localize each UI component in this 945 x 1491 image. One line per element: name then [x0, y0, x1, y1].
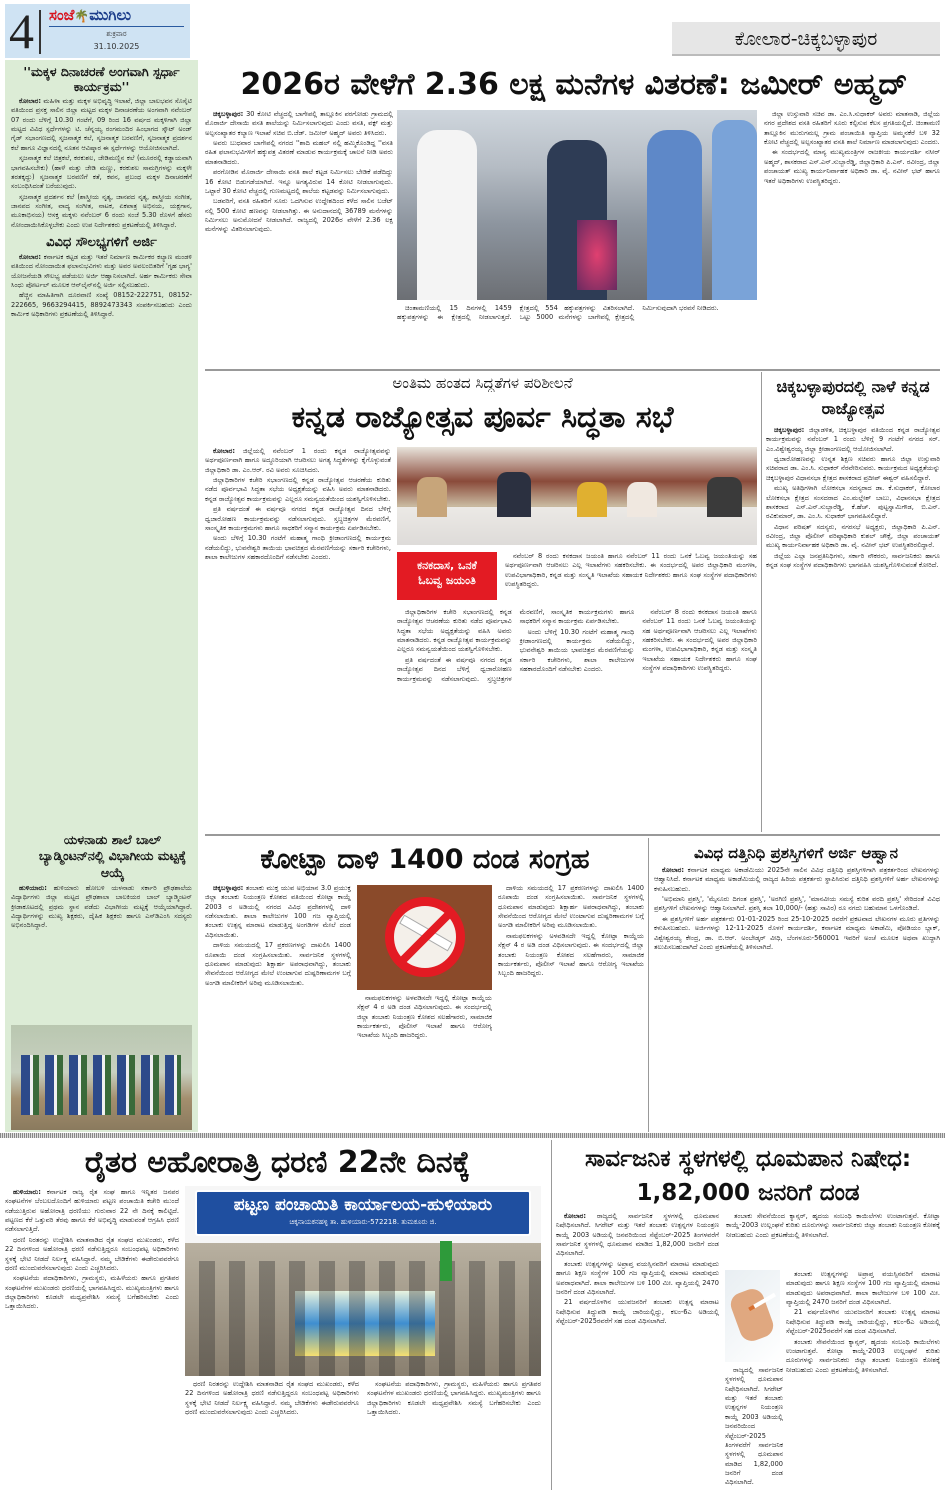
divider: [551, 1140, 552, 1490]
masthead: [5, 4, 190, 58]
paragraph: ತಂಬಾಕು ಉತ್ಪನ್ನಗಳನ್ನು ಅಪ್ರಾಪ್ತ ವಯಸ್ಸಿನವರಿಗೆ ಮಾರಾಟ ಮಾಡುವುದು ಹಾಗೂ ಶಿಕ್ಷಣ ಸಂಸ್ಥೆಗಳ 100 ಗಜ ವ್ಯಾಪ್ತಿಯಲ್ಲಿ ಮಾರಾಟ ಮಾಡುವುದು ಅಪರಾಧವಾಗಿದೆ. ಶಾಲಾ ಕಾಲೇಜುಗಳ ಬಳಿ 100 ಮೀ. ವ್ಯಾಪ್ತಿಯಲ್ಲಿ 2470 ಜನರಿಗೆ ದಂಡ ವಿಧಿಸಲಾಗಿದೆ.: [786, 1270, 940, 1307]
person-figure: [417, 130, 477, 300]
rajyotsava-article-bottom: [397, 608, 757, 828]
farmers-article-bottom: [185, 1380, 541, 1488]
endowment-article: [654, 866, 940, 1130]
palm-icon: 🌴: [74, 9, 90, 23]
paragraph: ತಂಬಾಕು ಮುಕ್ತ ಯುವ ಅಭಿಯಾನ 3.0 ಪ್ರಯುಕ್ತ ಜಿಲ್ಲಾ ತಂಬಾಕು ನಿಯಂತ್ರಣ ಕೋಶದ ವತಿಯಿಂದ ಕೋಟ್ಪಾ ಕಾಯ್ದೆ 2003 ರ ಅಡಿಯಲ್ಲಿ ನಗರದ ವಿವಿಧ ಪ್ರದೇಶಗಳಲ್ಲಿ ದಾಳಿ ನಡೆಸಲಾಯಿತು. ಶಾಲಾ ಕಾಲೇಜುಗಳ 100 ಗಜ ವ್ಯಾಪ್ತಿಯಲ್ಲಿ ತಂಬಾಕು ಉತ್ಪನ್ನ ಮಾರಾಟ ಮಾಡುತ್ತಿದ್ದ ಅಂಗಡಿಗಳ ಮೇಲೆ ದಂಡ ವಿಧಿಸಲಾಯಿತು.: [205, 884, 351, 939]
person-figure: [712, 120, 757, 300]
dateline: ಹುಳಿಯಾರು:: [13, 1188, 41, 1196]
sidebar-article: [11, 884, 192, 1020]
person-figure: [627, 482, 657, 517]
divider: [205, 369, 940, 371]
lead-headline: 2026ರ ವೇಳೆಗೆ 2.36 ಲಕ್ಷ ಮನೆಗಳ ವಿತರಣೆ: ಜಮೀರ್ ಅಹ್ಮದ್: [240, 67, 908, 102]
paragraph: ಅಂದು ಬೆಳಿಗ್ಗೆ 10.30 ಗಂಟೆಗೆ ಮಹಾತ್ಮ ಗಾಂಧಿ ಕ್ರೀಡಾಂಗಣದಲ್ಲಿ ಕಾರ್ಯಕ್ರಮ ನಡೆಯಲಿದ್ದು, ಭುವನೇಶ್ವರಿ ತಾಯಿಯ ಭಾವಚಿತ್ರದ ಮೆರವಣಿಗೆಯನ್ನು ಸರ್ಕಾರಿ ಕಚೇರಿಗಳು, ಶಾಲಾ ಕಾಲೇಜುಗಳ ಸಹಕಾರದೊಂದಿಗೆ ನಡೆಸಬೇಕು ಎಂದರು.: [205, 534, 391, 561]
paragraph: ಅವರು ಬುಧವಾರ ಬಾಗೇಪಲ್ಲಿ ನಗರದ ''ಶಾದಿ ಮಹಲ್ ನಲ್ಲಿ ಹಮ್ಮಿಕೊಂಡಿದ್ದ ''ವಸತಿ ರಹಿತ ಫಲಾನುಭವಿಗಳಿಗೆ ಹಕ್ಕುಪತ್ರ ವಿತರಣೆ ಮಾಡುವ ಕಾರ್ಯಕ್ರಮಕ್ಕೆ ಚಾಲನೆ ನೀಡಿ ಅವರು ಮಾತನಾಡಿದರು.: [205, 139, 393, 166]
page-number: 4: [9, 3, 34, 59]
paragraph: ಕರ್ನಾಟಕ ಕಟ್ಟಡ ಮತ್ತು ಇತರೆ ನಿರ್ಮಾಣ ಕಾರ್ಮಿಕರ ಕಲ್ಯಾಣ ಮಂಡಳಿ ವತಿಯಿಂದ ನೋಂದಾಯಿತ ಫಲಾನುಭವಿಗಳು ಮತ್ತು ಅವರ ಅವಲಂಬಿತರಿಗೆ 'ಗೃಹ ಭಾಗ್ಯ' ಯೋಜನೆಯಡಿ ಸೌಲಭ್ಯ ಪಡೆಯಲು ಅರ್ಜಿ ಆಹ್ವಾನಿಸಲಾಗಿದೆ. ಅರ್ಹ ಕಾರ್ಮಿಕರು ಸೇವಾ ಸಿಂಧು ಪೋರ್ಟಲ್ ಮೂಲಕ ಆನ್‌ಲೈನ್‌ನಲ್ಲಿ ಅರ್ಜಿ ಸಲ್ಲಿಸಬಹುದು.: [11, 253, 192, 290]
paragraph: ಮುಖ್ಯ ಅತಿಥಿಗಳಾಗಿ ಲೋಕಸಭಾ ಸದಸ್ಯರಾದ ಡಾ. ಕೆ.ಸುಧಾಕರ್, ಕೋಲಾರ ಲೋಕಸಭಾ ಕ್ಷೇತ್ರದ ಸಂಸದರಾದ ಎಂ.ಮಲ್ಲೇಶ್ ಬಾಬು, ವಿಧಾನಸಭಾ ಕ್ಷೇತ್ರದ ಶಾಸಕರಾದ ಎಸ್.ಎನ್.ಸುಬ್ಬಾರೆಡ್ಡಿ, ಕೆ.ಹೆಚ್. ಪುಟ್ಟಸ್ವಾಮಿಗೌಡ, ಬಿ.ಎನ್. ರವಿಕುಮಾರ್, ಡಾ. ಎಂ.ಸಿ. ಸುಧಾಕರ್ ಭಾಗವಹಿಸಲಿದ್ದಾರೆ.: [766, 484, 940, 521]
dateline: ಕೋಲಾರ:: [662, 866, 685, 874]
person-figure: [417, 477, 447, 517]
paragraph: ಜಿಲ್ಲಾಧಿಕಾರಿಗಳ ಕಚೇರಿ ಸಭಾಂಗಣದಲ್ಲಿ ಕನ್ನಡ ರಾಜ್ಯೋತ್ಸವ ಆಚರಣೆಯ ಕುರಿತು ನಡೆದ ಪೂರ್ವಭಾವಿ ಸಿದ್ಧತಾ ಸಭೆಯ ಅಧ್ಯಕ್ಷತೆಯನ್ನು ವಹಿಸಿ ಅವರು ಮಾತನಾಡಿದರು. ಕನ್ನಡ ರಾಜ್ಯೋತ್ಸವ ಕಾರ್ಯಕ್ರಮವನ್ನು ಎಲ್ಲರೂ ಸಮನ್ವಯತೆಯಿಂದ ಯಶಸ್ವಿಗೊಳಿಸಬೇಕು.: [397, 608, 512, 654]
paragraph: ಜಿಲ್ಲಾಧಿಕಾರಿಗಳ ಕಚೇರಿ ಸಭಾಂಗಣದಲ್ಲಿ ಕನ್ನಡ ರಾಜ್ಯೋತ್ಸವ ಆಚರಣೆಯ ಕುರಿತು ನಡೆದ ಪೂರ್ವಭಾವಿ ಸಿದ್ಧತಾ ಸಭೆಯ ಅಧ್ಯಕ್ಷತೆಯನ್ನು ವಹಿಸಿ ಅವರು ಮಾತನಾಡಿದರು. ಕನ್ನಡ ರಾಜ್ಯೋತ್ಸವ ಕಾರ್ಯಕ್ರಮವನ್ನು ಎಲ್ಲರೂ ಸಮನ್ವಯತೆಯಿಂದ ಯಶಸ್ವಿಗೊಳಿಸಬೇಕು.: [205, 476, 391, 503]
chikkaballapur-headline: ಚಿಕ್ಕಬಳ್ಳಾಪುರದಲ್ಲಿ ನಾಳೆ ಕನ್ನಡ ರಾಜ್ಯೋತ್ಸವ: [776, 377, 930, 418]
no-smoking-image: [357, 885, 492, 990]
lead-article-right: [764, 110, 940, 366]
paragraph: ರಾಜ್ಯದಲ್ಲಿ ಸಾರ್ವಜನಿಕ ಸ್ಥಳಗಳಲ್ಲಿ ಧೂಮಪಾನ ನಿಷೇಧಿಸಲಾಗಿದೆ. ಸಿಗರೇಟ್ ಮತ್ತು ಇತರೆ ತಂಬಾಕು ಉತ್ಪನ್ನಗಳ ನಿಯಂತ್ರಣ ಕಾಯ್ದೆ 2003 ಅಡಿಯಲ್ಲಿ ಜನವರಿಯಿಂದ ಸೆಪ್ಟೆಂಬರ್-2025 ತಿಂಗಳವರೆಗೆ ಸಾರ್ವಜನಿಕ ಸ್ಥಳಗಳಲ್ಲಿ ಧೂಮಪಾನ ಮಾಡಿದ 1,82,000 ಜನರಿಗೆ ದಂಡ ವಿಧಿಸಲಾಗಿದೆ.: [725, 1366, 783, 1487]
smoking-headline: ಸಾರ್ವಜನಿಕ ಸ್ಥಳಗಳಲ್ಲಿ ಧೂಮಪಾನ ನಿಷೇಧ: 1,82,000 ಜನರಿಗೆ ದಂಡ: [584, 1146, 912, 1206]
person-figure: [707, 477, 742, 517]
kotpa-article-left: [205, 884, 351, 1129]
dateline: ಹುಳಿಯಾರು:: [19, 884, 47, 892]
paragraph: ತಂಬಾಕು ಉತ್ಪನ್ನಗಳನ್ನು ಅಪ್ರಾಪ್ತ ವಯಸ್ಸಿನವರಿಗೆ ಮಾರಾಟ ಮಾಡುವುದು ಹಾಗೂ ಶಿಕ್ಷಣ ಸಂಸ್ಥೆಗಳ 100 ಗಜ ವ್ಯಾಪ್ತಿಯಲ್ಲಿ ಮಾರಾಟ ಮಾಡುವುದು ಅಪರಾಧವಾಗಿದೆ. ಶಾಲಾ ಕಾಲೇಜುಗಳ ಬಳಿ 100 ಮೀ. ವ್ಯಾಪ್ತಿಯಲ್ಲಿ 2470 ಜನರಿಗೆ ದಂಡ ವಿಧಿಸಲಾಗಿದೆ.: [556, 1259, 719, 1296]
dateline: ಕೋಲಾರ:: [213, 447, 236, 455]
issue-date: 31.10.2025: [93, 42, 140, 51]
divider: [49, 26, 184, 27]
person-figure: [647, 130, 702, 300]
issue-day: ಶುಕ್ರವಾರ: [106, 30, 127, 38]
rajyotsava-kicker: ಅಂತಿಮ ಹಂತದ ಸಿದ್ಧತೆಗಳ ಪರಿಶೀಲನೆ: [392, 374, 573, 392]
paragraph: ತಂಬಾಕು ಸೇವನೆಯಿಂದ ಕ್ಯಾನ್ಸರ್, ಹೃದಯ ಸಂಬಂಧಿ ಕಾಯಿಲೆಗಳು ಉಂಟಾಗುತ್ತವೆ. ಕೋಟ್ಪಾ ಕಾಯ್ದೆ-2003 ಉಲ್ಲಂಘನೆ ಕುರಿತು ದೂರುಗಳನ್ನು ಸಾರ್ವಜನಿಕರು ಜಿಲ್ಲಾ ತಂಬಾಕು ನಿಯಂತ್ರಣ ಕೋಶಕ್ಕೆ ನೀಡಬಹುದು ಎಂದು ಪ್ರಕಟಣೆಯಲ್ಲಿ ತಿಳಿಸಲಾಗಿದೆ.: [786, 1337, 940, 1374]
person-figure: [577, 482, 607, 517]
sidebar-headline: ವಿವಿಧ ಸೌಲಭ್ಯಗಳಿಗೆ ಅರ್ಜಿ: [46, 235, 157, 251]
paragraph: ಧ್ವಜಾರೋಹಣವನ್ನು ಉನ್ನತ ಶಿಕ್ಷಣ ಸಚಿವರು ಹಾಗೂ ಜಿಲ್ಲಾ ಉಸ್ತುವಾರಿ ಸಚಿವರಾದ ಡಾ. ಎಂ.ಸಿ. ಸುಧಾಕರ್ ನೆರವೇರಿಸುವರು. ಕಾರ್ಯಕ್ರಮದ ಅಧ್ಯಕ್ಷತೆಯನ್ನು ಚಿಕ್ಕಬಳ್ಳಾಪುರ ವಿಧಾನಸಭಾ ಕ್ಷೇತ್ರದ ಶಾಸಕರಾದ ಪ್ರದೀಪ್ ಈಶ್ವರ್ ವಹಿಸಲಿದ್ದಾರೆ.: [766, 455, 940, 482]
smoking-article-left: [556, 1212, 719, 1488]
paragraph: ಸಂಘಟನೆಯ ಪದಾಧಿಕಾರಿಗಳು, ಗ್ರಾಮಸ್ಥರು, ಮಹಿಳೆಯರು ಹಾಗೂ ಪ್ರಗತಿಪರ ಸಂಘಟನೆಗಳ ಮುಖಂಡರು ಧರಣಿಯಲ್ಲಿ ಭಾಗವಹಿಸಿದ್ದರು. ಮುಖ್ಯಮಂತ್ರಿಗಳು ಹಾಗೂ ಜಿಲ್ಲಾಧಿಕಾರಿಗಳು ಕೂಡಲೇ ಮಧ್ಯಪ್ರವೇಶಿಸಿ ಸಮಸ್ಯೆ ಬಗೆಹರಿಸಬೇಕು ಎಂದು ಒತ್ತಾಯಿಸಿದರು.: [367, 1380, 541, 1417]
paragraph: ನವೆಂಬರ್ 8 ರಂದು ಕನಕದಾಸ ಜಯಂತಿ ಹಾಗೂ ನವೆಂಬರ್ 11 ರಂದು ಒನಕೆ ಓಬವ್ವ ಜಯಂತಿಯನ್ನು ಸಹ ಅರ್ಥಪೂರ್ಣವಾಗಿ ಆಚರಿಸಲು ಎಲ್ಲ ಇಲಾಖೆಗಳು ಸಹಕರಿಸಬೇಕು. ಈ ಸಂದರ್ಭದಲ್ಲಿ ಅಪರ ಜಿಲ್ಲಾಧಿಕಾರಿ ಮಂಗಳಾ, ಉಪವಿಭಾಗಾಧಿಕಾರಿ, ಕನ್ನಡ ಮತ್ತು ಸಂಸ್ಕೃತಿ ಇಲಾಖೆಯ ಸಹಾಯಕ ನಿರ್ದೇಶಕರು ಹಾಗೂ ಸಂಘ ಸಂಸ್ಥೆಗಳ ಪದಾಧಿಕಾರಿಗಳು ಉಪಸ್ಥಿತರಿದ್ದರು.: [642, 608, 757, 673]
office-signboard: [195, 1190, 531, 1236]
divider: [39, 10, 41, 54]
paragraph: 'ಅಭಿಮಾನಿ ಪ್ರಶಸ್ತಿ', 'ಮೈಸೂರು ದಿಗಂತ ಪ್ರಶಸ್ತಿ', 'ಅರಗಿಣಿ ಪ್ರಶಸ್ತಿ', 'ಮಾನವೀಯ ಸಮಸ್ಯೆ ಕುರಿತ ವರದಿ ಪ್ರಶಸ್ತಿ' ಸೇರಿದಂತೆ ವಿವಿಧ ಪ್ರಶಸ್ತಿಗಳಿಗೆ ಲೇಖನಗಳನ್ನು ಆಹ್ವಾನಿಸಲಾಗಿದೆ. ಪ್ರಶಸ್ತಿ ತಲಾ 10,000/- (ಹತ್ತು ಸಾವಿರ) ರೂ ನಗದು ಬಹುಮಾನ ಒಳಗೊಂಡಿದೆ.: [654, 895, 940, 913]
students-figures: [21, 1055, 181, 1115]
paragraph: ತಂಬಾಕು ಸೇವನೆಯಿಂದ ಕ್ಯಾನ್ಸರ್, ಹೃದಯ ಸಂಬಂಧಿ ಕಾಯಿಲೆಗಳು ಉಂಟಾಗುತ್ತವೆ. ಕೋಟ್ಪಾ ಕಾಯ್ದೆ-2003 ಉಲ್ಲಂಘನೆ ಕುರಿತು ದೂರುಗಳನ್ನು ಸಾರ್ವಜನಿಕರು ಜಿಲ್ಲಾ ತಂಬಾಕು ನಿಯಂತ್ರಣ ಕೋಶಕ್ಕೆ ನೀಡಬಹುದು ಎಂದು ಪ್ರಕಟಣೆಯಲ್ಲಿ ತಿಳಿಸಲಾಗಿದೆ.: [726, 1212, 940, 1239]
paragraph: ಅಂದು ಬೆಳಿಗ್ಗೆ 10.30 ಗಂಟೆಗೆ ಮಹಾತ್ಮ ಗಾಂಧಿ ಕ್ರೀಡಾಂಗಣದಲ್ಲಿ ಕಾರ್ಯಕ್ರಮ ನಡೆಯಲಿದ್ದು, ಭುವನೇಶ್ವರಿ ತಾಯಿಯ ಭಾವಚಿತ್ರದ ಮೆರವಣಿಗೆಯನ್ನು ಸರ್ಕಾರಿ ಕಚೇರಿಗಳು, ಶಾಲಾ ಕಾಲೇಜುಗಳ ಸಹಕಾರದೊಂದಿಗೆ ನಡೆಸಬೇಕು ಎಂದರು.: [519, 627, 635, 674]
dateline: ಕೋಲಾರ:: [564, 1212, 587, 1220]
smoking-article-bottom: [725, 1366, 783, 1488]
dateline: ಚಿಕ್ಕಬಳ್ಳಾಪುರ:: [774, 426, 805, 434]
paragraph: ಧರಣಿ ನಿರತರನ್ನು ಉದ್ದೇಶಿಸಿ ಮಾತನಾಡಿದ ರೈತ ಸಂಘದ ಮುಖಂಡರು, ಕಳೆದ 22 ದಿನಗಳಿಂದ ಅಹೋರಾತ್ರಿ ಧರಣಿ ನಡೆಸುತ್ತಿದ್ದರೂ ಸಂಬಂಧಪಟ್ಟ ಅಧಿಕಾರಿಗಳು ಸ್ಥಳಕ್ಕೆ ಭೇಟಿ ನೀಡದೆ ನಿರ್ಲಕ್ಷ್ಯ ವಹಿಸಿದ್ದಾರೆ. ನಮ್ಮ ಬೇಡಿಕೆಗಳು ಈಡೇರುವವರೆಗೂ ಧರಣಿ ಮುಂದುವರೆಸಲಾಗುವುದು ಎಂದು ಎಚ್ಚರಿಸಿದರು.: [5, 1235, 179, 1272]
smoking-article-right: [786, 1270, 940, 1488]
paragraph: 21 ವರ್ಷದೊಳಗಿನ ಯುವಜನರಿಗೆ ತಂಬಾಕು ಉತ್ಪನ್ನ ಮಾರಾಟ ನಿಷೇಧಿಸುವ ತಿದ್ದುಪಡಿ ಕಾಯ್ದೆ ಜಾರಿಯಲ್ಲಿದ್ದು, ಕಲಂ-6ಎ ಅಡಿಯಲ್ಲಿ ಸೆಪ್ಟೆಂಬರ್-2025ರವರೆಗೆ ಸಹ ದಂಡ ವಿಧಿಸಲಾಗಿದೆ.: [556, 1298, 719, 1325]
paragraph: ಚಿಂತಾಮಣಿಯಲ್ಲಿ 15 ದಿನಗಳಲ್ಲಿ 1459 ಹಕ್ಕುಪತ್ರಗಳನ್ನು ಈ ಕ್ಷೇತ್ರದಲ್ಲಿ ನೀಡಲಾಗುತ್ತದೆ. ಕ್ಷೇತ್ರದಲ್ಲಿ 554 ಹಕ್ಕುಪತ್ರಗಳನ್ನು ವಿತರಿಸಲಾಗಿದೆ. ಒಟ್ಟು 5000 ಮನೆಗಳನ್ನು ಬಾಗೇಪಲ್ಲಿ ಕ್ಷೇತ್ರದಲ್ಲಿ ನಿರ್ಮಿಸುವುದಾಗಿ ಭರವಸೆ ನೀಡಿದರು.: [397, 304, 719, 322]
paragraph: ನವೆಂಬರ್ 8 ರಂದು ಕನಕದಾಸ ಜಯಂತಿ ಹಾಗೂ ನವೆಂಬರ್ 11 ರಂದು ಒನಕೆ ಓಬವ್ವ ಜಯಂತಿಯನ್ನು ಸಹ ಅರ್ಥಪೂರ್ಣವಾಗಿ ಆಚರಿಸಲು ಎಲ್ಲ ಇಲಾಖೆಗಳು ಸಹಕರಿಸಬೇಕು. ಈ ಸಂದರ್ಭದಲ್ಲಿ ಅಪರ ಜಿಲ್ಲಾಧಿಕಾರಿ ಮಂಗಳಾ, ಉಪವಿಭಾಗಾಧಿಕಾರಿ, ಕನ್ನಡ ಮತ್ತು ಸಂಸ್ಕೃತಿ ಇಲಾಖೆಯ ಸಹಾಯಕ ನಿರ್ದೇಶಕರು ಹಾಗೂ ಸಂಘ ಸಂಸ್ಥೆಗಳ ಪದಾಧಿಕಾರಿಗಳು ಉಪಸ್ಥಿತರಿದ್ದರು.: [505, 552, 757, 589]
logo-left: ಸಂಜೆ: [49, 6, 75, 24]
paragraph: ಸೃಜನಾತ್ಮಕ ಪ್ರದರ್ಶನ ಕಲೆ (ಶಾಸ್ತ್ರೀಯ ನೃತ್ಯ, ಜಾನಪದ ನೃತ್ಯ, ಶಾಸ್ತ್ರೀಯ ಸಂಗೀತ, ಜಾನಪದ ಸಂಗೀತ, ವಾದ್ಯ ಸಂಗೀತ, ನಾಟಕ, ಏಕಪಾತ್ರ ಅಭಿನಯ, ಯಕ್ಷಗಾನ, ಮೂಕಾಭಿನಯ) ಆಸಕ್ತ ಮಕ್ಕಳು ನವೆಂಬರ್ 6 ರಂದು ಸಂಜೆ 5.30 ರೊಳಗೆ ಹೆಸರು ನೋಂದಾಯಿಸಿಕೊಳ್ಳಬೇಕು ಎಂದು ಉಪ ನಿರ್ದೇಶಕರು ಪ್ರಕಟಣೆಯಲ್ಲಿ ತಿಳಿಸಿದ್ದಾರೆ.: [11, 192, 192, 229]
sidebar-headline: ''ಮಕ್ಕಳ ದಿನಾಚರಣೆ ಅಂಗವಾಗಿ ಸ್ಪರ್ಧಾ ಕಾರ್ಯಕ್ರಮ'': [23, 64, 180, 94]
dateline: ಕೋಲಾರ:: [19, 97, 42, 105]
paragraph: ಈ ಪ್ರಶಸ್ತಿಗಳಿಗೆ ಅರ್ಹ ಪತ್ರಕರ್ತರು 01-01-2025 ರಿಂದ 25-10-2025 ರವರೆಗೆ ಪ್ರಕಟವಾದ ಲೇಖನಗಳ ಮೂರು ಪ್ರತಿಗಳನ್ನು ಕಳುಹಿಸಬಹುದು. ಅರ್ಜಿಗಳನ್ನು 12-11-2025 ರೊಳಗೆ ಕಾರ್ಯದರ್ಶಿ, ಕರ್ನಾಟಕ ಮಾಧ್ಯಮ ಅಕಾಡೆಮಿ, ಪೋಡಿಯಂ ಬ್ಲಾಕ್, ವಿಶ್ವೇಶ್ವರಯ್ಯ ಕೇಂದ್ರ, ಡಾ. ಬಿ.ಆರ್. ಅಂಬೇಡ್ಕರ್ ವೀಧಿ, ಬೆಂಗಳೂರು-560001 ಇವರಿಗೆ ಅಂಚೆ ಮೂಲಕ ಅಥವಾ ಖುದ್ದಾಗಿ ತಲುಪಿಸಬಹುದಾಗಿದೆ ಎಂದು ಪ್ರಕಟಣೆಯಲ್ಲಿ ತಿಳಿಸಲಾಗಿದೆ.: [654, 914, 940, 951]
divider: [0, 1133, 945, 1138]
rajyotsava-headline: ಕನ್ನಡ ರಾಜ್ಯೋತ್ಸವ ಪೂರ್ವ ಸಿದ್ಧತಾ ಸಭೆ: [291, 400, 674, 435]
lead-photo: [397, 110, 757, 300]
paragraph: ದಾಳಿಯ ಸಮಯದಲ್ಲಿ 17 ಪ್ರಕರಣಗಳನ್ನು ದಾಖಲಿಸಿ 1400 ರೂಪಾಯಿ ದಂಡ ಸಂಗ್ರಹಿಸಲಾಯಿತು. ಸಾರ್ವಜನಿಕ ಸ್ಥಳಗಳಲ್ಲಿ ಧೂಮಪಾನ ಮಾಡುವುದು ಶಿಕ್ಷಾರ್ಹ ಅಪರಾಧವಾಗಿದ್ದು, ತಂಬಾಕು ಸೇವನೆಯಿಂದ ಆರೋಗ್ಯದ ಮೇಲೆ ಉಂಟಾಗುವ ದುಷ್ಪರಿಣಾಮಗಳ ಬಗ್ಗೆ ಅಂಗಡಿ ಮಾಲೀಕರಿಗೆ ಅರಿವು ಮೂಡಿಸಲಾಯಿತು.: [498, 884, 644, 930]
meeting-photo: [397, 447, 757, 545]
paragraph: ಜಿಲ್ಲೆಯ ಎಲ್ಲಾ ಜನಪ್ರತಿನಿಧಿಗಳು, ಸರ್ಕಾರಿ ನೌಕರರು, ಸಾರ್ವಜನಿಕರು ಹಾಗೂ ಕನ್ನಡ ಸಂಘ ಸಂಸ್ಥೆಗಳ ಪದಾಧಿಕಾರಿಗಳು ಭಾಗವಹಿಸಿ ಯಶಸ್ವಿಗೊಳಿಸುವಂತೆ ಕೋರಿದೆ.: [766, 551, 940, 570]
paragraph: ಪ್ರತಿ ವರ್ಷದಂತೆ ಈ ವರ್ಷವೂ ನಗರದ ಕನ್ನಡ ರಾಜ್ಯೋತ್ಸವ ದಿನದ ಬೆಳಿಗ್ಗೆ ಧ್ವಜಾರೋಹಣ ಕಾರ್ಯಕ್ರಮವನ್ನು ನಡೆಸಲಾಗುವುದು. ಸ್ತಬ್ಧಚಿತ್ರಗಳ ಮೆರವಣಿಗೆ, ಸಾಂಸ್ಕೃತಿಕ ಕಾರ್ಯಕ್ರಮಗಳು ಹಾಗೂ ಸಾಧಕರಿಗೆ ಸನ್ಮಾನ ಕಾರ್ಯಕ್ರಮ ಏರ್ಪಡಿಸಬೇಕು.: [205, 505, 391, 532]
paragraph: ರಾಜ್ಯದಲ್ಲಿ ಸಾರ್ವಜನಿಕ ಸ್ಥಳಗಳಲ್ಲಿ ಧೂಮಪಾನ ನಿಷೇಧಿಸಲಾಗಿದೆ. ಸಿಗರೇಟ್ ಮತ್ತು ಇತರೆ ತಂಬಾಕು ಉತ್ಪನ್ನಗಳ ನಿಯಂತ್ರಣ ಕಾಯ್ದೆ 2003 ಅಡಿಯಲ್ಲಿ ಜನವರಿಯಿಂದ ಸೆಪ್ಟೆಂಬರ್-2025 ತಿಂಗಳವರೆಗೆ ಸಾರ್ವಜನಿಕ ಸ್ಥಳಗಳಲ್ಲಿ ಧೂಮಪಾನ ಮಾಡಿದ 1,82,000 ಜನರಿಗೆ ದಂಡ ವಿಧಿಸಲಾಗಿದೆ.: [556, 1212, 719, 1258]
paragraph: ಕರ್ನಾಟಕ ರಾಜ್ಯ ರೈತ ಸಂಘ ಹಾಗೂ ಇನ್ನಿತರ ಜನಪರ ಸಂಘಟನೆಗಳ ಬೆಂಬಲದೊಂದಿಗೆ ಹುಳಿಯಾರು ಪಟ್ಟಣ ಪಂಚಾಯಿತಿ ಕಚೇರಿ ಮುಂದೆ ನಡೆಯುತ್ತಿರುವ ಅಹೋರಾತ್ರಿ ಧರಣಿಯು ಗುರುವಾರ 22 ನೇ ದಿನಕ್ಕೆ ಕಾಲಿಟ್ಟಿದೆ. ಪಟ್ಟಣದ ಕೆರೆ ಒತ್ತುವರಿ ತೆರವು ಹಾಗೂ ಕೆರೆ ಅಭಿವೃದ್ಧಿ ಮಾಡುವಂತೆ ಆಗ್ರಹಿಸಿ ಧರಣಿ ನಡೆಸಲಾಗುತ್ತಿದೆ.: [5, 1188, 179, 1234]
paragraph: ಹುಳಿಯಾರು ಹೋಬಳಿ ಯಳನಾಡು ಸರ್ಕಾರಿ ಪ್ರೌಢಶಾಲೆಯ ವಿದ್ಯಾರ್ಥಿಗಳು ಜಿಲ್ಲಾ ಮಟ್ಟದ ಪ್ರೌಢಶಾಲಾ ಬಾಲಕಿಯರ ಬಾಲ್ ಬ್ಯಾಡ್ಮಿಂಟನ್ ಕ್ರೀಡಾಕೂಟದಲ್ಲಿ ಪ್ರಥಮ ಸ್ಥಾನ ಪಡೆದು ವಿಭಾಗೀಯ ಮಟ್ಟಕ್ಕೆ ಆಯ್ಕೆಯಾಗಿದ್ದಾರೆ. ವಿದ್ಯಾರ್ಥಿಗಳನ್ನು ಮುಖ್ಯ ಶಿಕ್ಷಕರು, ದೈಹಿಕ ಶಿಕ್ಷಕರು ಹಾಗೂ ಎಸ್‌ಡಿಎಂಸಿ ಸದಸ್ಯರು ಅಭಿನಂದಿಸಿದ್ದಾರೆ.: [11, 884, 192, 930]
dateline: ಚಿಕ್ಕಬಳ್ಳಾಪುರ:: [213, 884, 244, 892]
logo-right: ಮುಗಿಲು: [89, 6, 131, 24]
lead-article-left: [205, 110, 393, 365]
logo: [49, 6, 131, 24]
protest-photo: [185, 1186, 541, 1376]
paragraph: ಜಿಲ್ಲಾಡಳಿತ, ಚಿಕ್ಕಬಳ್ಳಾಪುರ ವತಿಯಿಂದ ಕನ್ನಡ ರಾಜ್ಯೋತ್ಸವ ಕಾರ್ಯಕ್ರಮವನ್ನು ನವೆಂಬರ್ 1 ರಂದು ಬೆಳಿಗ್ಗೆ 9 ಗಂಟೆಗೆ ನಗರದ ಸರ್. ಎಂ.ವಿಶ್ವೇಶ್ವರಯ್ಯ ಜಿಲ್ಲಾ ಕ್ರೀಡಾಂಗಣದಲ್ಲಿ ಆಯೋಜಿಸಲಾಗಿದೆ.: [766, 426, 940, 453]
farmers-headline: ರೈತರ ಅಹೋರಾತ್ರಿ ಧರಣಿ 22ನೇ ದಿನಕ್ಕೆ: [84, 1145, 471, 1180]
divider: [648, 838, 649, 1132]
sidebar-headline: ಯಳನಾಡು ಶಾಲೆ ಬಾಲ್ ಬ್ಯಾಡ್ಮಿಂಟನ್‌ನಲ್ಲಿ ವಿಭಾಗೀಯ ಮಟ್ಟಕ್ಕೆ ಆಯ್ಕೆ: [38, 832, 187, 880]
kotpa-article-middle: [357, 994, 492, 1129]
green-flag: [440, 1241, 452, 1281]
divider: [205, 834, 940, 836]
paragraph: ಸೃಜನಾತ್ಮಕ ಕಲೆ ಚಿತ್ರಕಲೆ, ಕರಕುಶಲ, ಜೇಡಿಮಣ್ಣಿನ ಕಲೆ (ಮೂರರಲ್ಲಿ ಕಡ್ಡಾಯವಾಗಿ ಭಾಗವಹಿಸಬೇಕು) (ಹಾಳೆ ಮತ್ತು ಜೇಡಿ ಮಣ್ಣು, ಕರಕುಶಲ ಸಾಮಗ್ರಿಗಳನ್ನು ಮಕ್ಕಳೇ ತರತಕ್ಕದ್ದು) ಸೃಜನಾತ್ಮಕ ಬರವಣಿಗೆ ಕತೆ, ಕವನ, ಪ್ರಬಂಧ ಮಕ್ಕಳ ದಿನಾಚರಣೆಗೆ ಸಂಬಂಧಿಸಿದಂತೆ ಬರೆಯುವುದು.: [11, 154, 192, 191]
dateline: ಕೋಲಾರ:: [19, 253, 42, 262]
sidebar-article: [11, 253, 192, 320]
paragraph: ಹೆಚ್ಚಿನ ಮಾಹಿತಿಗಾಗಿ ದೂರವಾಣಿ ಸಂಖ್ಯೆ 08152-222751, 08152-222665, 9663294415, 8892473343 ಸಂಪರ್ಕಿಸಬಹುದು ಎಂದು ಕಾರ್ಮಿಕ ಅಧಿಕಾರಿಗಳು ಪ್ರಕಟಣೆಯಲ್ಲಿ ತಿಳಿಸಿದ್ದಾರೆ.: [11, 291, 192, 319]
smoking-hand-image: [725, 1270, 780, 1362]
paragraph: ಜಿಲ್ಲೆಯಲ್ಲಿ ನವೆಂಬರ್ 1 ರಂದು ಕನ್ನಡ ರಾಜ್ಯೋತ್ಸವವನ್ನು ಅರ್ಥಪೂರ್ಣವಾಗಿ ಹಾಗೂ ಅದ್ಧೂರಿಯಾಗಿ ಆಚರಿಸಲು ಅಗತ್ಯ ಸಿದ್ಧತೆಗಳನ್ನು ಕೈಗೊಳ್ಳುವಂತೆ ಜಿಲ್ಲಾಧಿಕಾರಿ ಡಾ. ಎಂ.ಆರ್. ರವಿ ಅವರು ಸೂಚಿಸಿದರು.: [205, 447, 391, 474]
sidebar-article: [11, 97, 192, 230]
divider: [761, 372, 762, 832]
paragraph: ನಾಮಫಲಕಗಳನ್ನು ಅಳವಡಿಸದೇ ಇದ್ದಲ್ಲಿ ಕೋಟ್ಪಾ ಕಾಯ್ದೆಯ ಸೆಕ್ಷನ್ 4 ರ ಅಡಿ ದಂಡ ವಿಧಿಸಲಾಗುವುದು. ಈ ಸಂದರ್ಭದಲ್ಲಿ ಜಿಲ್ಲಾ ತಂಬಾಕು ನಿಯಂತ್ರಣ ಕೋಶದ ಸಲಹೆಗಾರರು, ಸಾಮಾಜಿಕ ಕಾರ್ಯಕರ್ತರು, ಪೊಲೀಸ್ ಇಲಾಖೆ ಹಾಗೂ ಆರೋಗ್ಯ ಇಲಾಖೆಯ ಸಿಬ್ಬಂದಿ ಹಾಜರಿದ್ದರು.: [357, 994, 492, 1040]
protesters: [185, 1261, 541, 1376]
lead-article-below-photo: [397, 304, 757, 366]
paragraph: ಪ್ರತಿ ವರ್ಷದಂತೆ ಈ ವರ್ಷವೂ ನಗರದ ಕನ್ನಡ ರಾಜ್ಯೋತ್ಸವ ದಿನದ ಬೆಳಿಗ್ಗೆ ಧ್ವಜಾರೋಹಣ ಕಾರ್ಯಕ್ರಮವನ್ನು ನಡೆಸಲಾಗುವುದು. ಸ್ತಬ್ಧಚಿತ್ರಗಳ ಮೆರವಣಿಗೆ, ಸಾಂಸ್ಕೃತಿಕ ಕಾರ್ಯಕ್ರಮಗಳು ಹಾಗೂ ಸಾಧಕರಿಗೆ ಸನ್ಮಾನ ಕಾರ್ಯಕ್ರಮ ಏರ್ಪಡಿಸಬೇಕು.: [397, 608, 635, 683]
team-photo: [11, 1025, 192, 1130]
signboard-subtext: ಚಿಕ್ಕನಾಯಕನಹಳ್ಳಿ ತಾ. ಹುಳಿಯಾರು-572218. ತುಮಕೂರು ಜಿ.: [289, 1218, 437, 1226]
paragraph: 30 ಕೋಟಿ ವೆಚ್ಚದಲ್ಲಿ ಬಾಗೇಪಲ್ಲಿ ತಾಲ್ಲೂಕಿನ ಪರಗೋಡು ಗ್ರಾಮದಲ್ಲಿ ಮೊರಾರ್ಜಿ ದೇಸಾಯಿ ವಸತಿ ಶಾಲೆಯನ್ನು ನಿರ್ಮಿಸಲಾಗುವುದು ಎಂದು ವಸತಿ, ವಕ್ಫ್ ಮತ್ತು ಅಲ್ಪಸಂಖ್ಯಾತರ ಕಲ್ಯಾಣ ಇಲಾಖೆ ಸಚಿವ ಬಿ.ಜೆಡ್. ಜಮೀರ್ ಅಹ್ಮದ್ ಅವರು ತಿಳಿಸಿದರು.: [205, 110, 393, 137]
paragraph: ಧರಣಿ ನಿರತರನ್ನು ಉದ್ದೇಶಿಸಿ ಮಾತನಾಡಿದ ರೈತ ಸಂಘದ ಮುಖಂಡರು, ಕಳೆದ 22 ದಿನಗಳಿಂದ ಅಹೋರಾತ್ರಿ ಧರಣಿ ನಡೆಸುತ್ತಿದ್ದರೂ ಸಂಬಂಧಪಟ್ಟ ಅಧಿಕಾರಿಗಳು ಸ್ಥಳಕ್ಕೆ ಭೇಟಿ ನೀಡದೆ ನಿರ್ಲಕ್ಷ್ಯ ವಹಿಸಿದ್ದಾರೆ. ನಮ್ಮ ಬೇಡಿಕೆಗಳು ಈಡೇರುವವರೆಗೂ ಧರಣಿ ಮುಂದುವರೆಸಲಾಗುವುದು ಎಂದು ಎಚ್ಚರಿಸಿದರು.: [185, 1380, 359, 1417]
inset-box: ಕನಕದಾಸ, ಒನಕೆ ಓಬವ್ವ ಜಯಂತಿ: [397, 552, 497, 600]
farmers-article-left: [5, 1188, 179, 1488]
chikkaballapur-article: [766, 426, 940, 828]
paragraph: ಬಡವರಿಗೆ, ವಸತಿ ರಹಿತರಿಗೆ ಸೂರು ಒದಗಿಸುವ ಉದ್ದೇಶದಿಂದ ಕಳೆದ ಸಾಲಿನ ಬಜೆಟ್ ನಲ್ಲಿ 500 ಕೋಟಿ ಹಣವನ್ನು ನೀಡಲಾಗಿತ್ತು. ಈ ಅನುದಾನದಲ್ಲಿ 36789 ಮನೆಗಳನ್ನು ನಿರ್ಮಿಸಲು ಅನುಮೋದನೆ ನೀಡಲಾಗಿದೆ. ರಾಜ್ಯದಲ್ಲಿ 2026ರ ವೇಳೆಗೆ 2.36 ಲಕ್ಷ ಮನೆಗಳನ್ನು ವಿತರಿಸಲಾಗುವುದು.: [205, 197, 393, 234]
dateline: ಚಿಕ್ಕಬಳ್ಳಾಪುರ:: [213, 110, 244, 118]
paragraph: ಈ ಸಂದರ್ಭದಲ್ಲಿ ಮಾನ್ಯ ಮುಖ್ಯಮಂತ್ರಿಗಳ ರಾಜಕೀಯ ಕಾರ್ಯದರ್ಶಿ ನಸೀರ್ ಅಹ್ಮದ್, ಶಾಸಕರಾದ ಎಸ್.ಎನ್.ಸುಬ್ಬಾರೆಡ್ಡಿ, ಜಿಲ್ಲಾಧಿಕಾರಿ ಪಿ.ಎನ್. ರವೀಂದ್ರ, ಜಿಲ್ಲಾ ಪಂಚಾಯತ್ ಮುಖ್ಯ ಕಾರ್ಯನಿರ್ವಾಹಕ ಅಧಿಕಾರಿ ಡಾ. ವೈ. ನವೀನ್ ಭಟ್ ಹಾಗೂ ಇತರೆ ಅಧಿಕಾರಿಗಳು ಉಪಸ್ಥಿತರಿದ್ದರು.: [764, 148, 940, 185]
paragraph: ದಾಳಿಯ ಸಮಯದಲ್ಲಿ 17 ಪ್ರಕರಣಗಳನ್ನು ದಾಖಲಿಸಿ 1400 ರೂಪಾಯಿ ದಂಡ ಸಂಗ್ರಹಿಸಲಾಯಿತು. ಸಾರ್ವಜನಿಕ ಸ್ಥಳಗಳಲ್ಲಿ ಧೂಮಪಾನ ಮಾಡುವುದು ಶಿಕ್ಷಾರ್ಹ ಅಪರಾಧವಾಗಿದ್ದು, ತಂಬಾಕು ಸೇವನೆಯಿಂದ ಆರೋಗ್ಯದ ಮೇಲೆ ಉಂಟಾಗುವ ದುಷ್ಪರಿಣಾಮಗಳ ಬಗ್ಗೆ ಅಂಗಡಿ ಮಾಲೀಕರಿಗೆ ಅರಿವು ಮೂಡಿಸಲಾಯಿತು.: [205, 941, 351, 987]
paragraph: ಕರ್ನಾಟಕ ಮಾಧ್ಯಮ ಅಕಾಡೆಮಿಯು 2025ನೇ ಸಾಲಿನ ವಿವಿಧ ದತ್ತಿನಿಧಿ ಪ್ರಶಸ್ತಿಗಳಿಗಾಗಿ ಪತ್ರಕರ್ತರಿಂದ ಲೇಖನಗಳನ್ನು ಆಹ್ವಾನಿಸಿದೆ. ಕರ್ನಾಟಕ ಮಾಧ್ಯಮ ಅಕಾಡೆಮಿಯಲ್ಲಿ ರಾಜ್ಯದ ಹಿರಿಯ ಪತ್ರಕರ್ತರು ಸ್ಥಾಪಿಸಿರುವ ದತ್ತಿನಿಧಿ ಪ್ರಶಸ್ತಿಗಳಿಗೆ ಅರ್ಹ ಲೇಖನಗಳನ್ನು ಕಳುಹಿಸಬಹುದು.: [654, 866, 940, 893]
paragraph: 21 ವರ್ಷದೊಳಗಿನ ಯುವಜನರಿಗೆ ತಂಬಾಕು ಉತ್ಪನ್ನ ಮಾರಾಟ ನಿಷೇಧಿಸುವ ತಿದ್ದುಪಡಿ ಕಾಯ್ದೆ ಜಾರಿಯಲ್ಲಿದ್ದು, ಕಲಂ-6ಎ ಅಡಿಯಲ್ಲಿ ಸೆಪ್ಟೆಂಬರ್-2025ರವರೆಗೆ ಸಹ ದಂಡ ವಿಧಿಸಲಾಗಿದೆ.: [786, 1308, 940, 1336]
prohibition-sign-icon: [385, 897, 465, 977]
smoking-article-right-top: [726, 1212, 940, 1266]
paragraph: ನಾಮಫಲಕಗಳನ್ನು ಅಳವಡಿಸದೇ ಇದ್ದಲ್ಲಿ ಕೋಟ್ಪಾ ಕಾಯ್ದೆಯ ಸೆಕ್ಷನ್ 4 ರ ಅಡಿ ದಂಡ ವಿಧಿಸಲಾಗುವುದು. ಈ ಸಂದರ್ಭದಲ್ಲಿ ಜಿಲ್ಲಾ ತಂಬಾಕು ನಿಯಂತ್ರಣ ಕೋಶದ ಸಲಹೆಗಾರರು, ಸಾಮಾಜಿಕ ಕಾರ್ಯಕರ್ತರು, ಪೊಲೀಸ್ ಇಲಾಖೆ ಹಾಗೂ ಆರೋಗ್ಯ ಇಲಾಖೆಯ ಸಿಬ್ಬಂದಿ ಹಾಜರಿದ್ದರು.: [498, 931, 644, 978]
kotpa-article-right: [498, 884, 644, 1129]
endowment-headline: ವಿವಿಧ ದತ್ತಿನಿಧಿ ಪ್ರಶಸ್ತಿಗಳಿಗೆ ಅರ್ಜಿ ಆಹ್ವಾನ: [694, 844, 898, 862]
paragraph: ಸಂಘಟನೆಯ ಪದಾಧಿಕಾರಿಗಳು, ಗ್ರಾಮಸ್ಥರು, ಮಹಿಳೆಯರು ಹಾಗೂ ಪ್ರಗತಿಪರ ಸಂಘಟನೆಗಳ ಮುಖಂಡರು ಧರಣಿಯಲ್ಲಿ ಭಾಗವಹಿಸಿದ್ದರು. ಮುಖ್ಯಮಂತ್ರಿಗಳು ಹಾಗೂ ಜಿಲ್ಲಾಧಿಕಾರಿಗಳು ಕೂಡಲೇ ಮಧ್ಯಪ್ರವೇಶಿಸಿ ಸಮಸ್ಯೆ ಬಗೆಹರಿಸಬೇಕು ಎಂದು ಒತ್ತಾಯಿಸಿದರು.: [5, 1274, 179, 1311]
rajyotsava-article-left: [205, 447, 391, 827]
kotpa-headline: ಕೋಟ್ಪಾ ದಾಳಿ 1400 ದಂಡ ಸಂಗ್ರಹ: [260, 844, 590, 875]
paragraph: ಜಿಲ್ಲಾ ಉಸ್ತುವಾರಿ ಸಚಿವ ಡಾ. ಎಂ.ಸಿ.ಸುಧಾಕರ್ ಅವರು ಮಾತನಾಡಿ, ಜಿಲ್ಲೆಯ ನಗರ ಪ್ರದೇಶದ ವಸತಿ ರಹಿತರಿಗೆ ಸೂರು ಕಲ್ಪಿಸುವ ಕೆಲಸ ಪ್ರಗತಿಯಲ್ಲಿದೆ. ಚಿಂತಾಮಣಿ ತಾಲ್ಲೂಕಿನ ಮುರುಗಮಲ್ಲ ಗ್ರಾಮ ಪಂಚಾಯಿತಿ ವ್ಯಾಪ್ತಿಯ ಅಮ್ಮನಕೆರೆ ಬಳಿ 32 ಕೋಟಿ ವೆಚ್ಚದಲ್ಲಿ ಅಲ್ಪಸಂಖ್ಯಾತರ ವಸತಿ ಶಾಲೆ ನಿರ್ಮಾಣ ಮಾಡಲಾಗುವುದು ಎಂದರು.: [764, 110, 940, 147]
person-figure: [497, 472, 531, 517]
signboard-text: ಪಟ್ಟಣ ಪಂಚಾಯಿತಿ ಕಾರ್ಯಾಲಯ-ಹುಳಿಯಾರು: [233, 1195, 493, 1215]
paragraph: ಪರಗೋಡಿನ ಮೊರಾರ್ಜಿ ದೇಸಾಯಿ ವಸತಿ ಶಾಲೆ ಕಟ್ಟಡ ನಿರ್ಮಿಸಲು ಬೇಡಿಕೆ ಪಡೆದಿದ್ದು 16 ಕೋಟಿ ಬಿಡುಗಡೆಯಾಗಿದೆ. ಇನ್ನೂ ಅಗತ್ಯವಿರುವ 14 ಕೋಟಿ ನೀಡಲಾಗುವುದು. ಒಟ್ಟಾರೆ 30 ಕೋಟಿ ವೆಚ್ಚದಲ್ಲಿ ಗುಣಮಟ್ಟದಲ್ಲಿ ಶಾಲೆಯ ಕಟ್ಟಡವನ್ನು ನಿರ್ಮಿಸಲಾಗುವುದು.: [205, 168, 393, 195]
section-label: ಕೋಲಾರ-ಚಿಕ್ಕಬಳ್ಳಾಪುರ: [672, 22, 940, 56]
paragraph: ವಿಧಾನ ಪರಿಷತ್ ಸದಸ್ಯರು, ನಗರಸಭೆ ಅಧ್ಯಕ್ಷರು, ಜಿಲ್ಲಾಧಿಕಾರಿ ಪಿ.ಎನ್. ರವೀಂದ್ರ, ಜಿಲ್ಲಾ ಪೊಲೀಸ್ ವರಿಷ್ಠಾಧಿಕಾರಿ ಕುಶಲ್ ಚೌಕ್ಸೆ, ಜಿಲ್ಲಾ ಪಂಚಾಯತ್ ಮುಖ್ಯ ಕಾರ್ಯನಿರ್ವಾಹಕ ಅಧಿಕಾರಿ ಡಾ. ವೈ. ನವೀನ್ ಭಟ್ ಉಪಸ್ಥಿತರಿರಲಿದ್ದಾರೆ.: [766, 522, 940, 550]
flower-bouquet: [577, 220, 617, 290]
paragraph: ಮಹಿಳಾ ಮತ್ತು ಮಕ್ಕಳ ಅಭಿವೃದ್ಧಿ ಇಲಾಖೆ, ಜಿಲ್ಲಾ ಬಾಲಭವನ ಸೊಸೈಟಿ ವತಿಯಿಂದ ಪ್ರಸಕ್ತ ಸಾಲಿನ ಜಿಲ್ಲಾ ಮಟ್ಟದ ಮಕ್ಕಳ ದಿನಾಚರಣೆಯ ಅಂಗವಾಗಿ ನವೆಂಬರ್ 07 ರಂದು ಬೆಳಿಗ್ಗೆ 10.30 ಗಂಟೆಗೆ, 09 ರಿಂದ 16 ವರ್ಷದ ಮಕ್ಕಳಿಗಾಗಿ ಜಿಲ್ಲಾ ಮಟ್ಟದ ವಿವಿಧ ಸ್ಪರ್ಧೆಗಳನ್ನು ಟಿ. ಚೆನ್ನಯ್ಯ ರಂಗಮಂದಿರ ಹಿಂಭಾಗದ ಸ್ಕೌಟ್ ಅಂಡ್ ಗೈಡ್ ಸಭಾಂಗಣದಲ್ಲಿ ಸೃಜನಾತ್ಮಕ ಕಲೆ, ಸೃಜನಾತ್ಮಕ ಬರವಣಿಗೆ, ಸೃಜನಾತ್ಮಕ ಪ್ರದರ್ಶನ ಕಲೆ ಹಾಗೂ ವಿಜ್ಞಾನದಲ್ಲಿ ನೂತನ ಆವಿಷ್ಕಾರ ಈ ಸ್ಪರ್ಧೆಗಳನ್ನು ಆಯೋಜಿಸಲಾಗಿದೆ.: [11, 97, 192, 152]
